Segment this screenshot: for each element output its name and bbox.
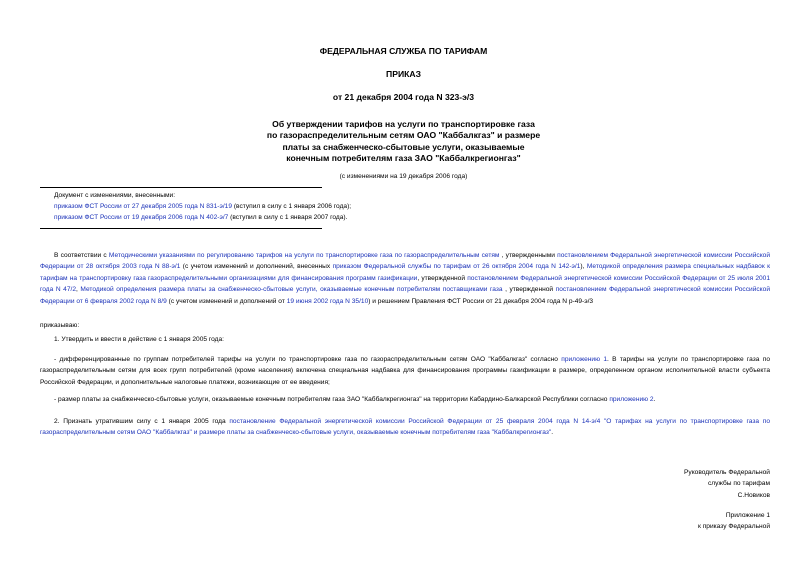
amendment-link-2006[interactable]: приказом ФСТ России от 19 декабря 2006 года N 402-э/7 — [54, 214, 229, 221]
bullet-text: - дифференцированные по группам потребителей тарифы на услуги по транспортировке газа по газораспределительным сетям ОАО "Каббалкгаз" согласно — [54, 356, 562, 363]
agency-heading: ФЕДЕРАЛЬНАЯ СЛУЖБА ПО ТАРИФАМ — [319, 46, 488, 56]
bullet-text: . — [653, 396, 656, 403]
fek-resolution-88-link[interactable]: постановлением Федеральной энергетической комиссии Российской Федерации от 28 октября 2003 года N 88-э/1 — [40, 252, 771, 271]
title-line: по газораспределительным сетям ОАО "Каббалкгаз" и размере — [266, 130, 541, 141]
changes-item — [40, 212, 348, 223]
preamble-paragraph — [40, 250, 770, 307]
fek-resolution-14-link[interactable]: постановление Федеральной энергетической комиссии Российской Федерации от 25 февраля 2004 года N 14-э/4 "О тарифах на услуги по транспортировке газа по газораспределительным сетям ОАО "Каббалкгаз" и размере платы за снабженческо-сбытовые услуги, оказываемые конечным потребителям газа "Каббалкрегионгаз" — [40, 418, 770, 437]
bullet-text: - размер платы за снабженческо-сбытовые услуги, оказываемые конечным потребителям газа ЗАО "Каббалкрегионгаз" на территории Кабардино-Балкарской Республики согласно — [54, 396, 610, 403]
signature-title-line: службы по тарифам — [707, 480, 770, 488]
title-line: платы за снабженческо-сбытовые услуги, оказываемые — [282, 141, 525, 152]
changes-item — [40, 201, 352, 212]
preamble-text: , утвержденной — [417, 274, 468, 282]
bullet-text: . В тарифы на услуги по транспортировке газа по газораспределительным сетям для всех групп потребителей (кроме населения) включена специальная надбавка для финансирования программы газификации в размере, определенном органом исполнительной власти субъекта Российской Федерации, и дополнительные налоговые платежи, возникающие от ее введения; — [40, 356, 770, 386]
item-2 — [40, 416, 770, 439]
fst-order-142-link[interactable]: приказом Федеральной службы по тарифам от 26 октября 2004 года N 142-э/1 — [332, 263, 581, 271]
divider-top — [40, 187, 322, 188]
signature-title-line: Руководитель Федеральной — [684, 469, 770, 476]
surcharge-methodology-link[interactable]: Методикой определения размера специальных надбавок к тарифам на транспортировку газа газораспределительными организациями для финансирования программ газификации — [40, 263, 770, 282]
preamble-text: (с учетом изменений и дополнений от — [166, 297, 287, 305]
document-title — [0, 119, 807, 165]
methodical-guidelines-link[interactable]: Методическими указаниями по регулированию тарифов на услуги по транспортировке газа по газораспределительным сетям — [108, 252, 500, 259]
appendix-number: Приложение 1 — [725, 512, 770, 519]
amendment-note: (с изменениями на 19 декабря 2006 года) — [339, 173, 468, 180]
fek-resolution-8-link[interactable]: постановлением Федеральной энергетической комиссии Российской Федерации от 6 февраля 2002 года N 8/9 — [40, 286, 770, 305]
amendment-link-2005[interactable]: приказом ФСТ России от 27 декабря 2005 года N 831-э/19 — [54, 203, 232, 210]
appendix-1-link[interactable]: приложению 1 — [561, 356, 608, 363]
date-number-heading: от 21 декабря 2004 года N 323-э/3 — [332, 92, 475, 102]
item-2-text: 2. Признать утратившим силу с 1 января 2005 года — [54, 418, 230, 425]
preamble-text: (с учетом изменений и дополнений, внесенных — [180, 263, 333, 271]
preamble-text: , — [76, 286, 81, 294]
changes-box — [40, 190, 352, 223]
fek-resolution-47-link[interactable]: постановлением Федеральной энергетической комиссии Российской Федерации от 25 июля 2001 года N 47/2 — [40, 274, 771, 294]
item-2-text: . — [551, 429, 554, 437]
appendix-reference: к приказу Федеральной — [698, 523, 770, 531]
changes-item-tail: (вступил в силу с 1 января 2006 года); — [231, 203, 352, 210]
signatory-name: С.Новиков — [737, 491, 770, 499]
bullet-tariffs — [40, 354, 770, 388]
signature-block — [570, 467, 770, 501]
appendix-heading — [570, 510, 770, 533]
preamble-text: ), — [580, 263, 587, 271]
title-line: конечным потребителям газа ЗАО "Каббалкрегионгаз" — [286, 153, 521, 164]
doc-type-heading: ПРИКАЗ — [386, 69, 421, 79]
order-word: приказываю: — [40, 322, 80, 329]
title-line: Об утверждении тарифов на услуги по транспортировке газа — [272, 119, 535, 129]
changes-intro: Документ с изменениями, внесенными: — [54, 192, 176, 199]
changes-item-tail: (вступил в силу с 1 января 2007 года). — [228, 214, 348, 221]
supply-fee-methodology-link[interactable]: Методикой определения размера платы за снабженческо-сбытовые услуги, оказываемые конечным потребителям поставщиками газа — [80, 286, 503, 294]
preamble-text: , утвержденной — [502, 286, 556, 294]
divider-bottom — [40, 228, 322, 229]
item-1: 1. Утвердить и ввести в действие с 1 января 2005 года: — [54, 336, 225, 343]
preamble-text: , утвержденными — [499, 252, 558, 259]
preamble-text: В соответствии с — [54, 252, 109, 259]
fek-resolution-35-link[interactable]: 19 июня 2002 года N 35/10 — [286, 297, 369, 305]
preamble-text: ) и решением Правления ФСТ России от 21 декабря 2004 года N р-49-э/3 — [368, 297, 594, 305]
appendix-2-link[interactable]: приложению 2 — [609, 396, 654, 403]
bullet-supply-fee — [40, 394, 770, 405]
